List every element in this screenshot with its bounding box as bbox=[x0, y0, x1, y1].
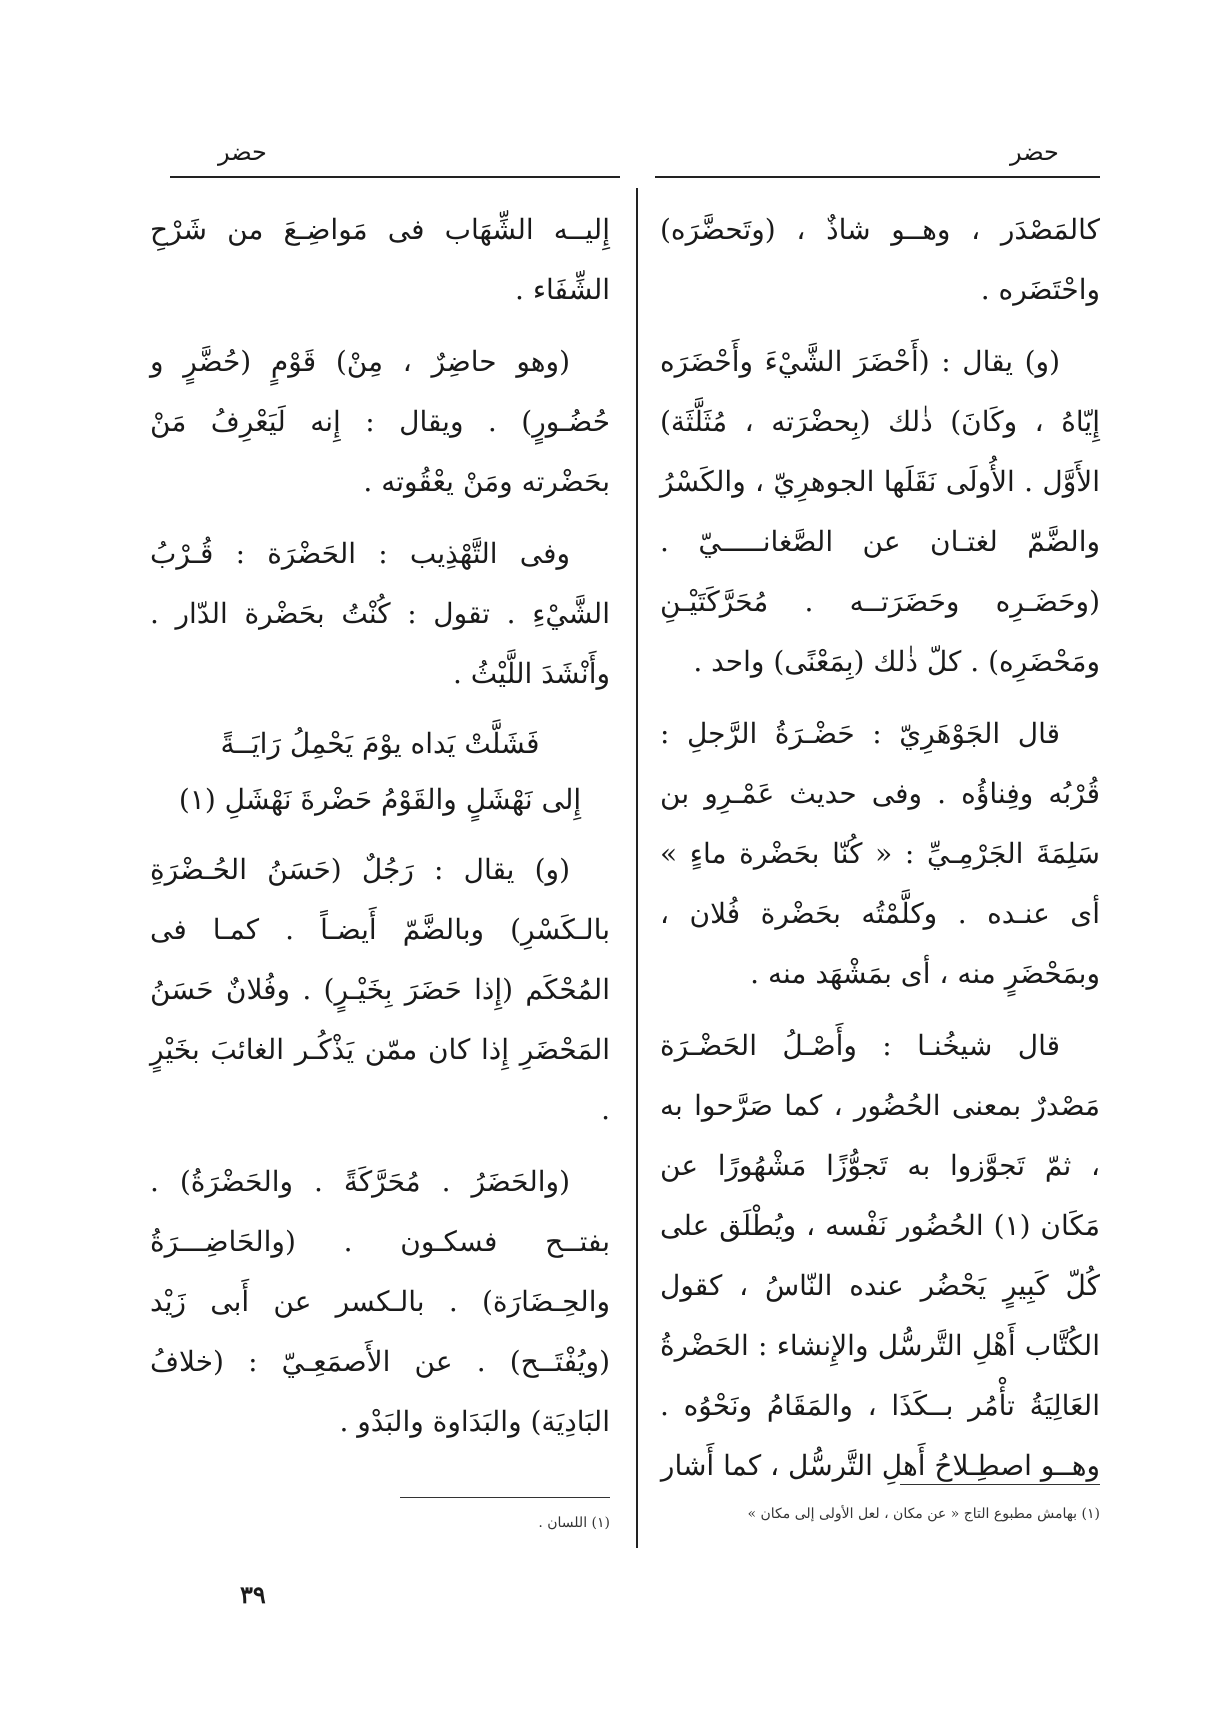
right-column bbox=[660, 200, 1100, 1508]
footnote-rule-left bbox=[400, 1497, 610, 1498]
paragraph: (والحَضَرُ . مُحَرَّكَةً . والحَضْرَةُ) . بفتــح فسكـون . (والحَاضِـــرَةُ والحِـضَارَة) . بالـكسر عن أَبى زَيْد (ويُفْتَــح) . عن الأَصمَعِـيّ : (خلافُ البَادِيَة) والبَدَاوة والبَدْو . bbox=[150, 1165, 610, 1438]
paragraph: قال شيخُنـا : وأَصْـلُ الحَضْـرَة مَصْدرٌ بمعنى الحُضُور ، كما صَرَّحوا به ، ثمّ تَجوَّزوا به تَجوُّزًا مَشْهُورًا عن مَكَان (١) الحُضُور نَفْسه ، ويُطْلَق على كُلّ كَبِيرٍ يَحْضُر عنده النّاسُ ، كقول الكُتَّاب أَهْلِ التَّرسُّل والإِنشاء : الحَضْرةُ العَالِيَةُ تأْمُر بــكَذَا ، والمَقَامُ ونَحْوُه . وهــو اصطِـلاحُ أَهلِ التَّرسُّل ، كما أَشار bbox=[660, 1029, 1100, 1482]
paragraph: إِليــه الشِّهَاب فى مَواضِـعَ من شَرْحِ الشِّفَاء . bbox=[150, 213, 610, 306]
column-divider bbox=[636, 188, 638, 1548]
header-rule-left bbox=[170, 176, 620, 178]
footnote-rule-right bbox=[900, 1484, 1100, 1485]
paragraph: وفى التَّهْذِيب : الحَضْرَة : قُـرْبُ الشَّيْءِ . تقول : كُنْتُ بحَضْرة الدّار . وأَنْشَدَ اللَّيْثُ . bbox=[150, 537, 610, 690]
verse-line: إِلى نَهْشَلٍ والقَوْمُ حَضْرةَ نَهْشَلِ (١) bbox=[178, 783, 582, 816]
running-head-left: حضر bbox=[218, 138, 267, 166]
page-number: ٣٩ bbox=[240, 1580, 266, 1609]
poetry-verse bbox=[150, 716, 610, 828]
paragraph: (و) يقال : رَجُلٌ (حَسَنُ الحُـضْرَةِ بالـكَسْرِ) وبالضَّمّ أَيضـاً . كمـا فى المُحْكَم (إِذا حَضَرَ بِخَيْـرٍ) . وفُلانٌ حَسَنُ المَحْضَرِ إِذا كان ممّن يَذْكُـر الغائبَ بخَيْرٍ . bbox=[150, 853, 610, 1126]
footnote-left: (١) اللسان . bbox=[538, 1515, 610, 1531]
header-rule-right bbox=[655, 176, 1100, 178]
verse-line: فَشَلَّتْ يَداه يوْمَ يَحْمِلُ رَايَــةً bbox=[220, 727, 540, 760]
left-column bbox=[150, 200, 610, 1464]
paragraph: (وهو حاضِرٌ ، مِنْ) قَوْمٍ (حُضَّرٍ و حُضُـورٍ) . ويقال : إِنه لَيَعْرِفُ مَنْ بحَضْرته ومَنْ يعْقُوته . bbox=[150, 345, 610, 498]
footnote-right: (١) بهامش مطبوع التاج « عن مكان ، لعل الأولى إلى مكان » bbox=[747, 1506, 1100, 1522]
paragraph: قال الجَوْهَرِيّ : حَضْـرَةُ الرَّجلِ : قُرْبُه وفِناؤُه . وفى حديث عَمْـرِو بن سَلِمَةَ الجَرْمِـيِّ : « كُنّا بحَضْرة ماءٍ » أى عنـده . وكلَّمْتُه بحَضْرة فُلان ، وبمَحْضَرٍ منه ، أى بمَشْهَد منه . bbox=[660, 717, 1100, 990]
running-head-right: حضر bbox=[1010, 138, 1059, 166]
paragraph: كالمَصْدَر ، وهــو شاذٌ ، (وتَحضَّرَه) واحْتَضَره . bbox=[660, 213, 1100, 306]
paragraph: (و) يقال : (أَحْضَرَ الشَّيْءَ وأَحْضَرَه إِيّاهُ ، وكَانَ) ذٰلك (بِحضْرَته ، مُثَلَّثَة) الأَوَّل . الأُولَى نَقَلَها الجوهرِيّ ، والكَسْرُ والضَّمّ لغتـان عن الصَّغانـــــيّ . (وحَضَـرِه وحَضَرَتــه . مُحَرَّكَتَيْـنِ ومَحْضَرِه) . كلّ ذٰلك (بِمَعْنًى) واحد . bbox=[660, 345, 1100, 678]
